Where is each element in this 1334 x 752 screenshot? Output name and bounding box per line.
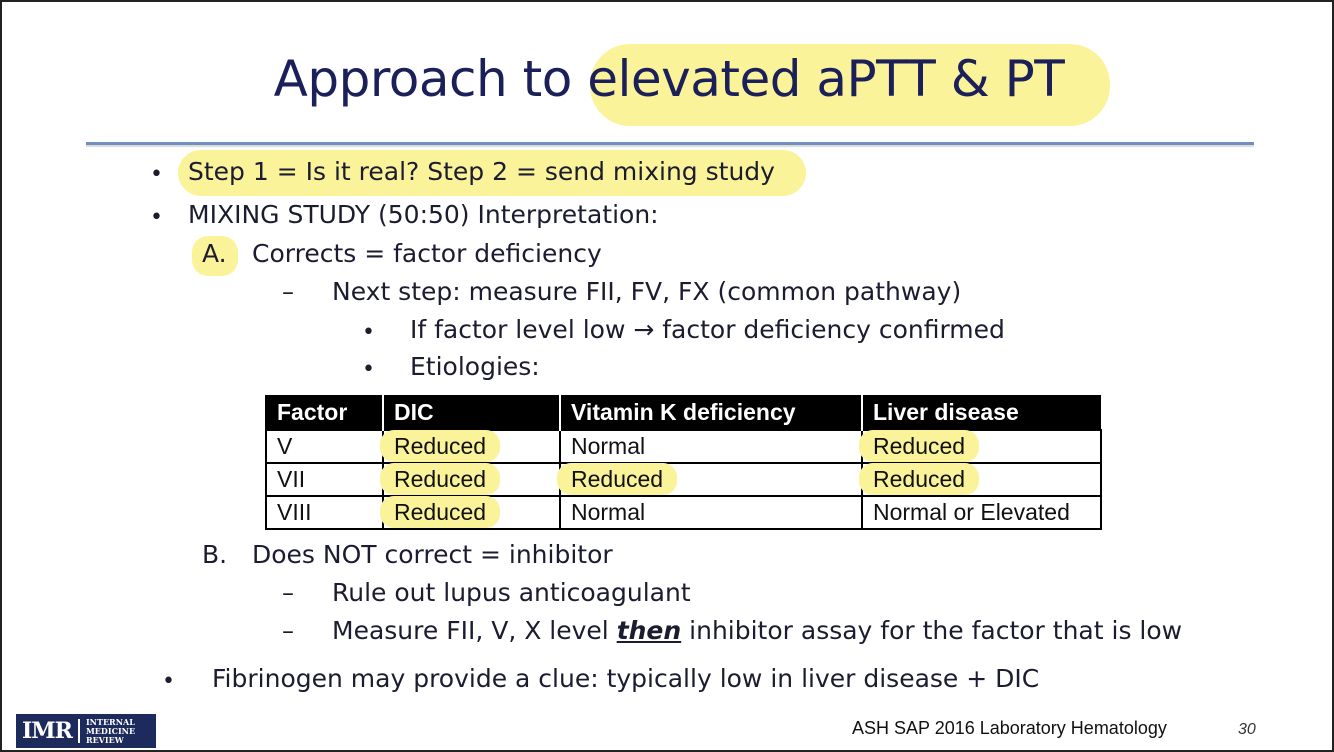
dash-marker: – xyxy=(282,278,294,306)
table-cell xyxy=(560,430,862,463)
a-text: Corrects = factor deficiency xyxy=(252,239,602,268)
bullet-marker: • xyxy=(150,162,163,187)
bullet-marker: • xyxy=(362,320,375,345)
table-cell xyxy=(383,430,560,463)
a-marker: A. xyxy=(202,239,227,268)
cell-text: Normal or Elevated xyxy=(873,499,1070,525)
table-cell xyxy=(266,496,383,529)
b-sub2-emphasis: then xyxy=(616,616,682,645)
cell-text: Normal xyxy=(571,499,646,525)
cell-text: V xyxy=(277,433,293,459)
table-cell xyxy=(560,496,862,529)
dash-marker: – xyxy=(282,617,294,645)
dash-marker: – xyxy=(282,579,294,607)
table-header: Factor xyxy=(266,395,383,430)
logo-line: MEDICINE xyxy=(85,725,136,736)
cell-text: Reduced xyxy=(394,499,487,525)
cell-text: Reduced xyxy=(873,466,966,492)
step-text: Step 1 = Is it real? Step 2 = send mixing study xyxy=(188,157,775,186)
table-row xyxy=(266,430,1101,463)
table-cell xyxy=(862,463,1101,496)
cell-text: Reduced xyxy=(571,466,664,492)
table-row xyxy=(266,463,1101,496)
logo-line: INTERNAL xyxy=(85,716,135,727)
fibrinogen-text: Fibrinogen may provide a clue: typically low in liver disease + DIC xyxy=(212,664,1040,693)
page-title xyxy=(2,50,1334,108)
b-marker: B. xyxy=(202,540,228,569)
a-sub-factor-low xyxy=(410,315,1005,344)
title-prefix: Approach to xyxy=(273,50,588,108)
cell-text: VII xyxy=(277,466,306,492)
page-number: 30 xyxy=(1238,721,1256,738)
b-sub-lupus: Rule out lupus anticoagulant xyxy=(332,578,691,607)
cell-text: Normal xyxy=(571,433,646,459)
cell-text: Reduced xyxy=(394,466,487,492)
logo-line: REVIEW xyxy=(85,734,124,745)
table-cell xyxy=(383,463,560,496)
table-cell xyxy=(862,430,1101,463)
a-sub-etiologies: Etiologies: xyxy=(410,352,540,381)
cell-text: Reduced xyxy=(394,433,487,459)
table-cell xyxy=(383,496,560,529)
table-header: Vitamin K deficiency xyxy=(560,395,862,430)
table-cell xyxy=(266,463,383,496)
a-sub1-post: factor deficiency confirmed xyxy=(654,315,1005,344)
bullet-marker: • xyxy=(362,357,375,382)
cell-text: VIII xyxy=(277,499,312,525)
bullet-marker: • xyxy=(162,669,175,694)
logo-mark: IMR xyxy=(22,718,72,744)
arrow-icon: → xyxy=(633,315,655,344)
title-divider xyxy=(86,142,1254,145)
footer-source: ASH SAP 2016 Laboratory Hematology xyxy=(852,718,1167,738)
a-sub1-pre: If factor level low xyxy=(410,315,634,344)
a-next-step: Next step: measure FII, FV, FX (common pathway) xyxy=(332,277,962,306)
table-cell xyxy=(862,496,1101,529)
title-highlighted: elevated aPTT & PT xyxy=(587,50,1065,108)
table-row xyxy=(266,496,1101,529)
cell-text: Reduced xyxy=(873,433,966,459)
mixing-study-text: MIXING STUDY (50:50) Interpretation: xyxy=(188,200,659,229)
table-cell xyxy=(560,463,862,496)
bullet-marker: • xyxy=(150,205,163,230)
logo-divider xyxy=(78,719,80,743)
table-header: DIC xyxy=(383,395,560,430)
etiologies-table xyxy=(265,395,1102,530)
logo-text xyxy=(86,718,135,745)
table-cell xyxy=(266,430,383,463)
b-sub2-pre: Measure FII, V, X level xyxy=(332,616,617,645)
b-sub2-post: inhibitor assay for the factor that is low xyxy=(681,616,1183,645)
table-header-row xyxy=(266,395,1101,430)
table-header: Liver disease xyxy=(862,395,1101,430)
b-text: Does NOT correct = inhibitor xyxy=(252,540,613,569)
imr-logo xyxy=(16,714,156,748)
b-sub-measure xyxy=(332,616,1182,645)
